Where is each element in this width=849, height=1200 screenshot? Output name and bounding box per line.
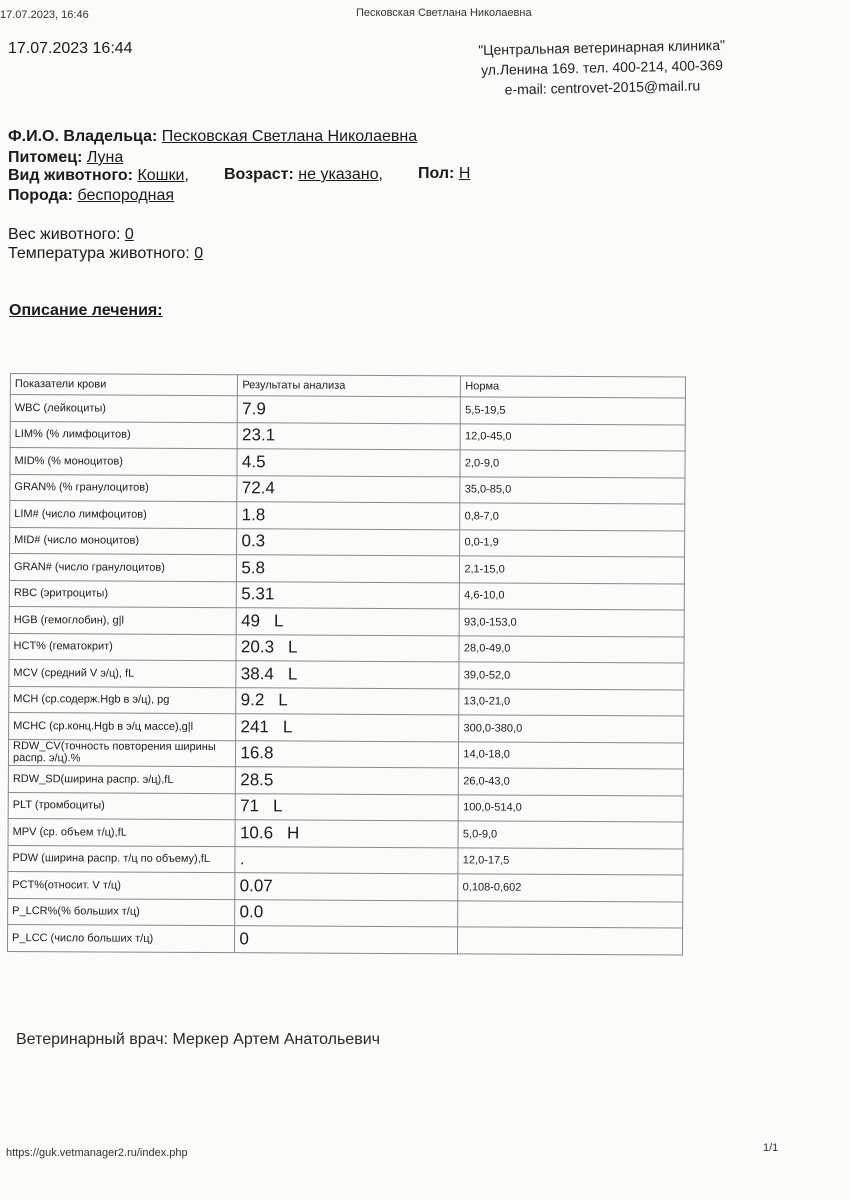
result-cell [236,793,459,821]
weight-line [8,226,134,244]
norm-range: 93,0-153,0 [459,609,684,637]
result-value: 71 [240,796,260,816]
norm-range: 4,6-10,0 [460,582,685,610]
clinic-email: e-mail: centrovet-2015@mail.ru [504,77,701,98]
indicator-name: MID% (% моноцитов) [10,448,238,476]
header-result: Результаты анализа [238,375,461,397]
result-cell [237,502,460,530]
document-date: 17.07.2023 16:44 [8,40,133,57]
result-flag: L [288,637,298,657]
age-label: Возраст: [224,166,294,183]
table-row [9,712,684,742]
result-value: 49 [241,610,261,631]
result-flag: L [272,796,283,816]
table-row [8,871,683,901]
result-value: 0.3 [241,531,266,551]
result-cell [237,422,460,450]
table-row [10,527,685,557]
indicator-name: WBC (лейкоциты) [10,395,238,423]
footer-url: https://guk.vetmanager2.ru/index.php [6,1147,188,1159]
result-flag: L [287,664,298,684]
table-row [8,792,683,822]
print-datetime: 17.07.2023, 16:46 [0,9,89,21]
doctor-signature-line: Ветеринарный врач: Меркер Артем Анатольевич [16,1031,380,1048]
indicator-name: HCT% (гематокрит) [9,633,237,661]
norm-range: 100,0-514,0 [459,794,684,822]
norm-range: 0,0-1,9 [460,529,685,557]
pet-value: Луна [86,149,124,166]
table-row [9,686,684,716]
indicator-name: LIM% (% лимфоцитов) [10,421,238,449]
table-row [10,474,685,504]
result-value: 23.1 [242,425,276,445]
indicator-name: MPV (ср. объем т/ц),fL [8,818,236,846]
temperature-value: 0 [194,245,204,262]
norm-range: 35,0-85,0 [460,476,685,504]
indicator-name: RDW_SD(ширина распр. э/ц),fL [8,765,236,793]
header-norm: Норма [461,376,686,398]
norm-range: 39,0-52,0 [459,662,684,690]
result-cell [236,634,459,662]
clinic-name: "Центральная ветеринарная клиника" [478,36,726,58]
sex-line [418,165,470,183]
result-value: 0.07 [239,875,273,896]
norm-range: 12,0-17,5 [458,847,683,875]
result-cell [237,555,460,583]
table-row [10,501,685,531]
indicator-name: RDW_CV(точность повторения ширины распр. э/ц).% [8,739,236,767]
indicator-name: RBC (эритроциты) [9,580,237,608]
result-cell [236,714,459,742]
norm-range: 0,108-0,602 [458,874,683,902]
weight-label: Вес животного: [8,226,121,243]
breed-line [8,187,174,205]
norm-range: 26,0-43,0 [459,768,684,796]
result-value: 28.5 [240,769,274,790]
norm-range: 0,8-7,0 [460,503,685,531]
result-cell [238,396,461,424]
result-value: 5.8 [241,557,266,578]
indicator-name: P_LCR%(% больших т/ц) [8,898,236,926]
norm-range [458,927,683,955]
result-value: 16.8 [240,743,274,763]
table-row [9,606,684,636]
result-value: 1.8 [241,504,266,525]
result-cell [235,926,458,954]
result-cell [237,475,460,503]
result-value: 10.6 [239,822,274,843]
indicator-name: GRAN# (число гранулоцитов) [9,554,237,582]
indicator-name: LIM# (число лимфоцитов) [10,501,238,529]
table-row [7,924,682,954]
indicator-name: MCH (ср.содерж.Hgb в э/ц), pg [9,686,237,714]
indicator-name: GRAN% (% гранулоцитов) [10,474,238,502]
norm-range: 13,0-21,0 [459,688,684,716]
pet-line [8,149,123,167]
result-value: 4.5 [241,451,266,472]
result-value: 20.3 [240,637,275,657]
print-title: Песковская Светлана Николаевна [356,7,532,19]
result-flag: L [282,717,293,737]
result-value: 38.4 [240,663,274,684]
sex-value: Н [458,165,471,182]
norm-range: 12,0-45,0 [460,423,685,451]
species-label: Вид животного: [8,167,133,184]
norm-range: 2,1-15,0 [460,556,685,584]
clinic-address: ул.Ленина 169. тел. 400-214, 400-369 [480,56,724,78]
result-value: 72.4 [241,478,275,498]
species-line [8,167,189,185]
indicator-name: HGB (гемоглобин), g|l [9,606,237,634]
indicator-name: MCV (средний V э/ц), fL [9,659,237,687]
temperature-line [8,245,203,263]
table-row [9,554,684,584]
result-flag: H [287,823,300,843]
age-value: не указано, [298,166,383,183]
indicator-name: MID# (число моноцитов) [10,527,238,555]
indicator-name: P_LCC (число больших т/ц) [7,924,235,952]
result-cell [235,846,458,874]
result-flag: L [278,690,288,710]
header-indicator: Показатели крови [10,374,237,396]
result-cell [236,740,459,768]
result-value: 7.9 [242,398,266,419]
norm-range: 300,0-380,0 [459,715,684,743]
result-value: 5.31 [241,584,275,604]
owner-label: Ф.И.О. Владельца: [8,128,158,145]
norm-range: 5,5-19,5 [461,397,686,425]
owner-value: Песковская Светлана Николаевна [161,128,418,145]
result-value: 9.2 [240,690,265,710]
result-cell [237,449,460,477]
blood-test-table [7,373,686,955]
table-row [10,448,685,478]
table-row [9,633,684,663]
table-row [8,898,683,928]
indicator-name: PDW (ширина распр. т/ц по объему),fL [8,845,236,873]
temperature-label: Температура животного: [8,245,190,262]
norm-range: 5,0-9,0 [458,821,683,849]
owner-line [8,128,417,146]
result-cell [236,687,459,715]
result-value: 0 [239,928,249,949]
indicator-name: PLT (тромбоциты) [8,792,236,820]
clinic-block [478,35,726,100]
result-cell [235,899,458,927]
table-row [8,845,683,875]
indicator-name: MCHC (ср.конц.Hgb в э/ц массе),g|l [9,712,237,740]
species-value: Кошки, [137,167,189,184]
table-row [10,421,685,451]
table-row [9,659,684,689]
table-row [8,765,683,795]
breed-label: Порода: [8,187,73,204]
result-cell [235,873,458,901]
table-row [10,395,685,425]
result-flag: L [273,611,284,631]
footer-page-number: 1/1 [763,1142,779,1154]
table-row [8,739,683,769]
table-body [7,395,685,955]
treatment-title: Описание лечения: [9,302,163,319]
table-row [9,580,684,610]
weight-value: 0 [124,226,134,243]
age-line [224,166,383,184]
result-cell [237,581,460,609]
result-cell [236,767,459,795]
table-row [8,818,683,848]
result-cell [237,528,460,556]
result-cell [236,661,459,689]
breed-value: беспородная [77,187,175,204]
indicator-name: PCT%(относит. V т/ц) [8,871,236,899]
result-value: 0.0 [239,902,264,922]
norm-range: 14,0-18,0 [459,741,684,769]
norm-range: 2,0-9,0 [460,450,685,478]
sex-label: Пол: [418,165,455,182]
norm-range [458,900,683,928]
result-value: 241 [240,716,269,737]
result-cell [235,820,458,848]
pet-label: Питомец: [8,149,83,166]
result-cell [237,608,460,636]
norm-range: 28,0-49,0 [459,635,684,663]
result-value: . [239,849,245,869]
